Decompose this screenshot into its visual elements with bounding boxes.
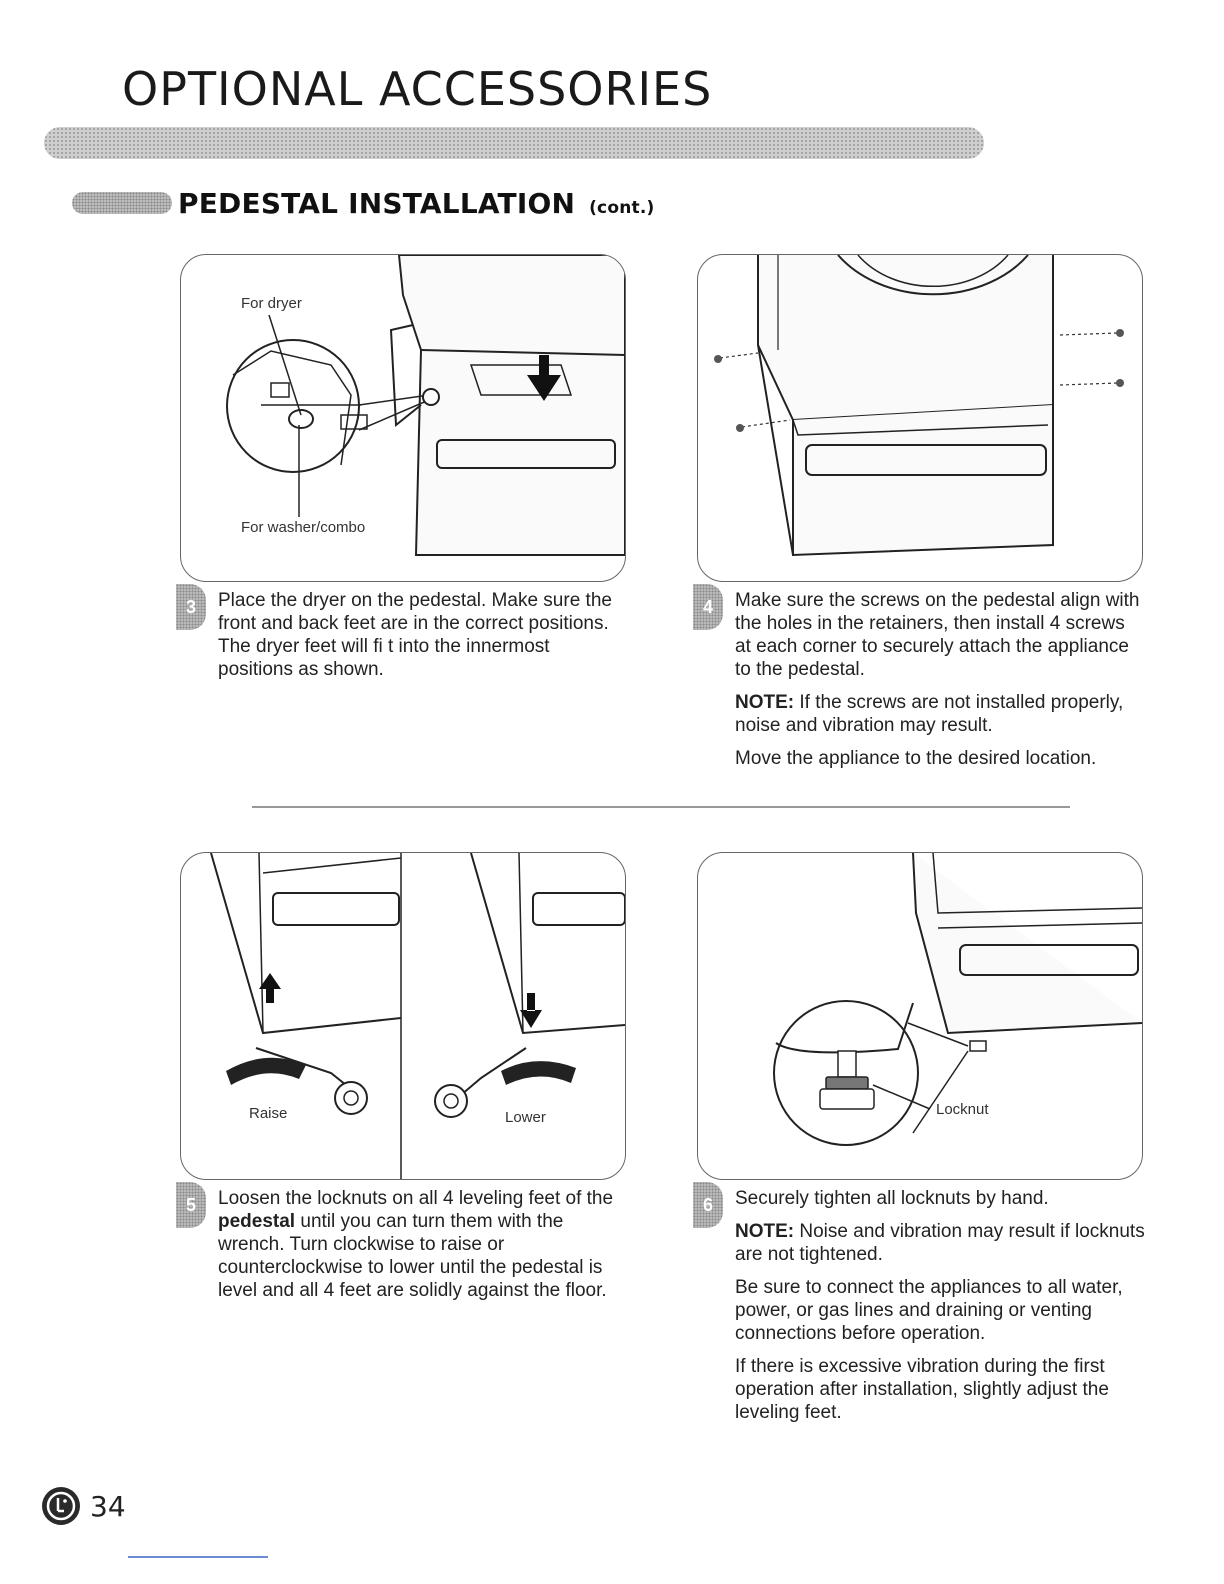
page-footer [42, 1486, 126, 1526]
section-marker-pill [72, 192, 172, 214]
step-4-extra: Move the appliance to the desired location. [735, 748, 1097, 769]
step-4-illustration [697, 254, 1143, 582]
leveling-feet-diagram [181, 853, 625, 1179]
step-5-instructions [218, 1187, 628, 1312]
step-5-text-before: Loosen the locknuts on all 4 leveling feet of the [218, 1188, 614, 1209]
step-3-instructions [218, 589, 628, 691]
locknut-tighten-diagram [698, 853, 1142, 1179]
label-raise: Raise [249, 1105, 288, 1122]
lg-logo-icon [42, 1487, 80, 1525]
step-4-badge: 4 [693, 584, 723, 630]
bottom-rule [128, 1556, 268, 1558]
note-text: If the screws are not installed properly, noise and vibration may result. [735, 692, 1124, 736]
section-heading-text: PEDESTAL INSTALLATION [178, 187, 576, 220]
page-number: 34 [90, 1489, 126, 1523]
title-decorative-bar [44, 127, 984, 159]
step-6-instructions [735, 1187, 1145, 1434]
step-5-text-after: until you can turn them with the wrench. Turn clockwise to raise or counterclockwise to lower until the pedestal is level and all 4 feet are solidly against the floor. [218, 1211, 607, 1301]
label-lower: Lower [505, 1109, 546, 1126]
step-5-badge: 5 [176, 1182, 206, 1228]
section-divider [252, 806, 1070, 808]
step-5-paragraph [218, 1187, 628, 1302]
note-label: NOTE: [735, 692, 795, 713]
page-title: OPTIONAL ACCESSORIES [122, 62, 713, 116]
label-locknut: Locknut [936, 1101, 989, 1118]
section-heading [178, 187, 654, 220]
step-4-paragraph: Make sure the screws on the pedestal align with the holes in the retainers, then install 4 screws at each corner to securely attach the appliance to the pedestal. [735, 590, 1140, 680]
step-6-note [735, 1220, 1145, 1266]
pedestal-screw-diagram [698, 255, 1142, 581]
step-3-illustration [180, 254, 626, 582]
label-for-dryer: For dryer [241, 295, 302, 312]
note-label: NOTE: [735, 1221, 795, 1242]
step-6-extra-2: If there is excessive vibration during the first operation after installation, slightly adjust the leveling feet. [735, 1356, 1109, 1423]
step-5-bold-term: pedestal [218, 1211, 296, 1232]
label-for-washer-combo: For washer/combo [241, 519, 366, 536]
step-6-paragraph: Securely tighten all locknuts by hand. [735, 1188, 1049, 1209]
step-4-note [735, 691, 1145, 737]
step-3-badge: 3 [176, 584, 206, 630]
step-4-instructions [735, 589, 1145, 780]
note-text: Noise and vibration may result if locknuts are not tightened. [735, 1221, 1145, 1265]
section-heading-suffix: (cont.) [589, 198, 655, 218]
step-6-badge: 6 [693, 1182, 723, 1228]
step-5-illustration [180, 852, 626, 1180]
step-6-illustration [697, 852, 1143, 1180]
step-6-extra-1: Be sure to connect the appliances to all water, power, or gas lines and draining or venting connections before operation. [735, 1277, 1123, 1344]
step-3-paragraph: Place the dryer on the pedestal. Make sure the front and back feet are in the correct positions. The dryer feet will fi t into the innermost positions as shown. [218, 590, 612, 680]
